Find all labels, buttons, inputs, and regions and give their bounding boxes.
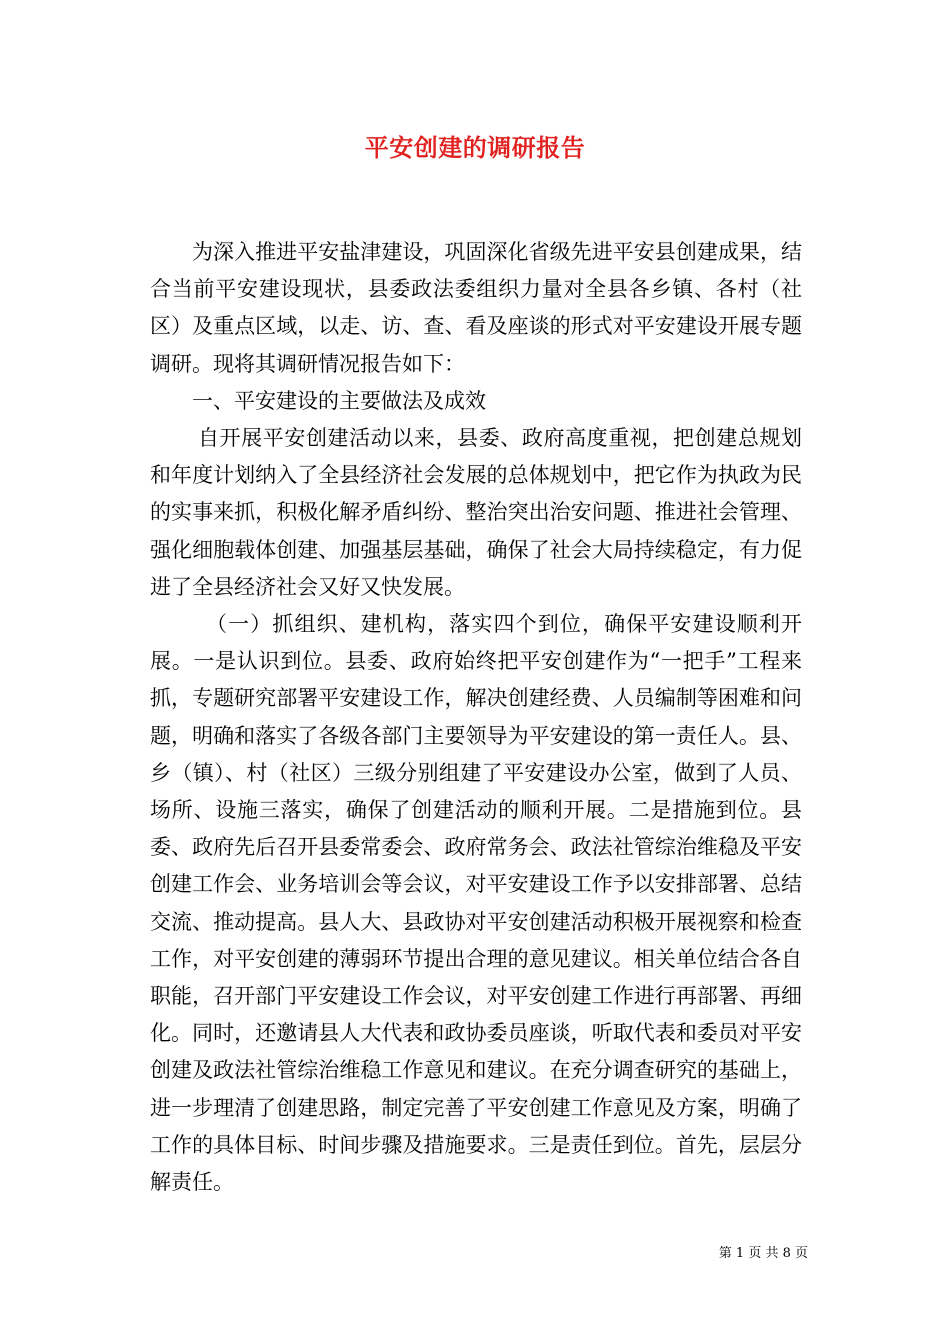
section-heading: 一、平安建设的主要做法及成效	[192, 388, 486, 413]
subsection-paragraph: （一）抓组织、建机构，落实四个到位，确保平安建设顺利开展。一是认识到位。县委、政府始终把平安创建作为“一把手”工程来抓，专题研究部署平安建设工作，解决创建经费、人员编制等困难和问题，明确和落实了各级各部门主要领导为平安建设的第一责任人。县、乡（镇）、村（社区）三级分别组建了平安建设办公室，做到了人员、场所、设施三落实，确保了创建活动的顺利开展。二是措施到位。县委、政府先后召开县委常委会、政府常务会、政法社管综治维稳及平安创建工作会、业务培训会等会议，对平安建设工作予以安排部署、总结交流、推动提高。县人大、县政协对平安创建活动积极开展视察和检查工作，对平安创建的薄弱环节提出合理的意见建议。相关单位结合各自职能，召开部门平安建设工作会议，对平安创建工作进行再部署、再细化。同时，还邀请县人大代表和政协委员座谈，听取代表和委员对平安创建及政法社管综治维稳工作意见和建议。在充分调查研究的基础上，进一步理清了创建思路，制定完善了平安创建工作意见及方案，明确了工作的具体目标、时间步骤及措施要求。三是责任到位。首先，层层分解责任。	[150, 612, 802, 1195]
page-title: 平安创建的调研报告	[364, 133, 586, 162]
intro-paragraph: 为深入推进平安盐津建设，巩固深化省级先进平安县创建成果，结合当前平安建设现状，县委政法委组织力量对全县各乡镇、各村（社区）及重点区域，以走、访、查、看及座谈的形式对平安建设开展专题调研。现将其调研情况报告如下：	[150, 240, 802, 376]
document-body	[150, 234, 802, 1201]
page-number: 第 1 页 共 8 页	[718, 1246, 808, 1261]
section-paragraph: 自开展平安创建活动以来，县委、政府高度重视，把创建总规划和年度计划纳入了全县经济社会发展的总体规划中，把它作为执政为民的实事来抓，积极化解矛盾纠纷、整治突出治安问题、推进社会管理、强化细胞载体创建、加强基层基础，确保了社会大局持续稳定，有力促进了全县经济社会又好又快发展。	[150, 426, 802, 599]
